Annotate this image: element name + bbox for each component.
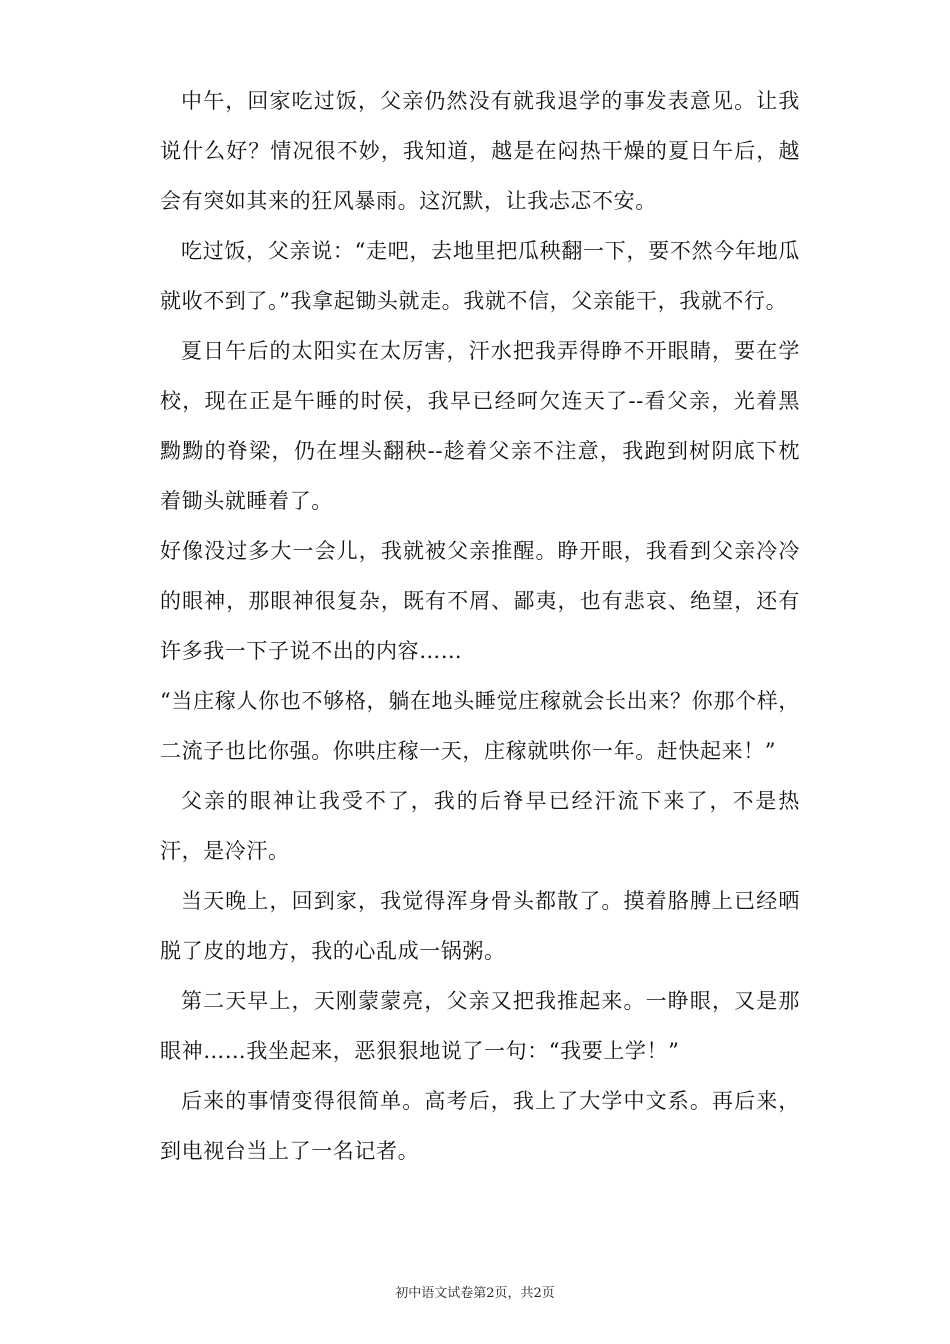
paragraph-2: 吃过饭，父亲说：“走吧，去地里把瓜秧翻一下，要不然今年地瓜就收不到了。”我拿起锄头就走。我就不信，父亲能干，我就不行。: [160, 239, 800, 313]
page-footer: 初中语文试卷第2页，共2页: [395, 1286, 555, 1301]
paragraph-9: 后来的事情变得很简单。高考后，我上了大学中文系。再后来，到电视台当上了一名记者。: [160, 1089, 800, 1163]
paragraph-3: 夏日午后的太阳实在太厉害，汗水把我弄得睁不开眼睛，要在学校，现在正是午睡的时侯，我早已经呵欠连天了--看父亲，光着黑黝黝的脊梁，仍在埋头翻秧--趁着父亲不注意，我跑到树阴底下枕着锄头就睡着了。: [160, 339, 800, 513]
paragraph-5: “当庄稼人你也不够格，躺在地头睡觉庄稼就会长出来？你那个样，二流子也比你强。你哄庄稼一天，庄稼就哄你一年。赶快起来！”: [160, 689, 800, 763]
paragraph-6: 父亲的眼神让我受不了，我的后脊早已经汗流下来了，不是热汗，是冷汗。: [160, 789, 800, 863]
paragraph-1: 中午，回家吃过饭，父亲仍然没有就我退学的事发表意见。让我说什么好？情况很不妙，我知道，越是在闷热干燥的夏日午后，越会有突如其来的狂风暴雨。这沉默，让我忐忑不安。: [160, 89, 800, 213]
document-body: [160, 76, 800, 1176]
paragraph-8: 第二天早上，天刚蒙蒙亮，父亲又把我推起来。一睁眼，又是那眼神……我坐起来，恶狠狠地说了一句：“我要上学！”: [160, 989, 800, 1063]
paragraph-4: 好像没过多大一会儿，我就被父亲推醒。睁开眼，我看到父亲冷冷的眼神，那眼神很复杂，既有不屑、鄙夷，也有悲哀、绝望，还有许多我一下子说不出的内容……: [160, 539, 800, 663]
paragraph-7: 当天晚上，回到家，我觉得浑身骨头都散了。摸着胳膊上已经晒脱了皮的地方，我的心乱成一锅粥。: [160, 889, 800, 963]
